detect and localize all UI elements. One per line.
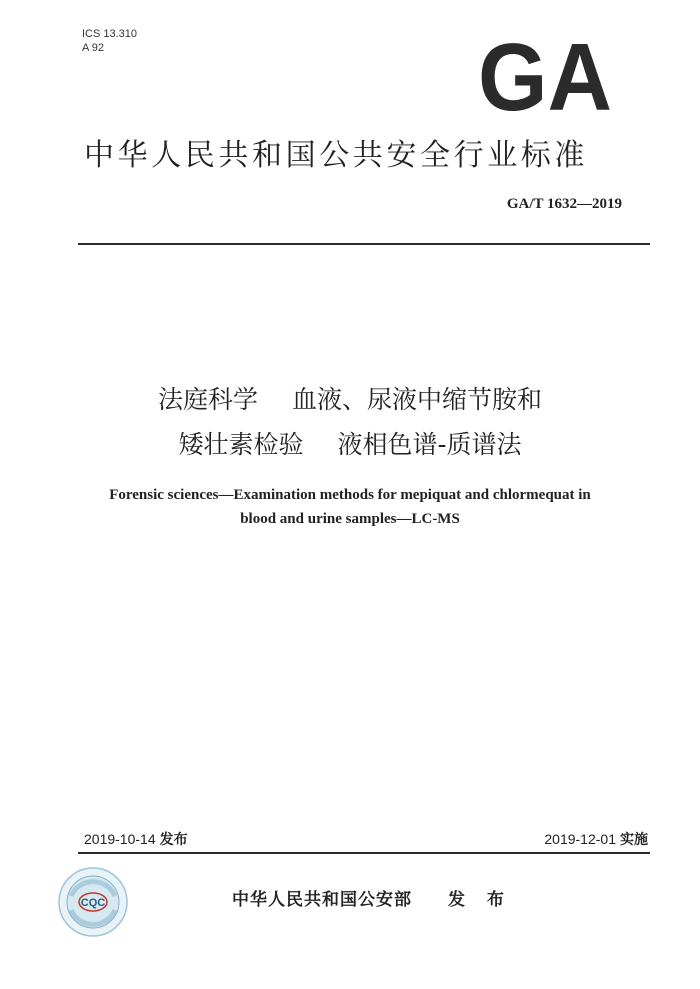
ga-logo-text: GA — [478, 38, 612, 116]
ga-logo — [477, 38, 613, 116]
seal-text: CQC — [80, 897, 106, 909]
header-divider — [78, 243, 650, 245]
issue-date-value: 2019-10-14 — [84, 831, 156, 847]
certification-seal-icon — [57, 866, 129, 938]
implementation-date — [544, 829, 648, 849]
implementation-date-label: 实施 — [620, 832, 648, 848]
footer-divider — [78, 852, 650, 854]
standard-number: GA/T 1632—2019 — [506, 196, 622, 212]
publisher-label: 发 布 — [448, 890, 512, 910]
chinese-title-part: 矮壮素检验 — [178, 430, 304, 459]
chinese-title-part: 法庭科学 — [157, 385, 258, 414]
implementation-date-value: 2019-12-01 — [544, 831, 616, 847]
classification-codes — [82, 27, 137, 55]
english-title-line-1: Forensic sciences—Examination methods for mepiquat and chlormequat in — [109, 487, 591, 503]
chinese-title-line-1 — [0, 380, 700, 416]
issue-date — [84, 829, 188, 849]
standard-category-title: 中华人民共和国公共安全行业标准 — [84, 138, 588, 173]
chinese-title-part: 血液、尿液中缩节胺和 — [292, 385, 543, 414]
chinese-title-part: 液相色谱-质谱法 — [337, 430, 522, 459]
ccs-code: A 92 — [82, 42, 105, 54]
chinese-title-line-2 — [0, 425, 700, 461]
english-title-line-2: blood and urine samples—LC-MS — [240, 511, 460, 527]
publisher — [232, 885, 512, 910]
ics-code: ICS 13.310 — [82, 28, 138, 40]
publisher-name: 中华人民共和国公安部 — [232, 890, 412, 910]
issue-date-label: 发布 — [159, 832, 188, 848]
english-title — [0, 483, 700, 531]
